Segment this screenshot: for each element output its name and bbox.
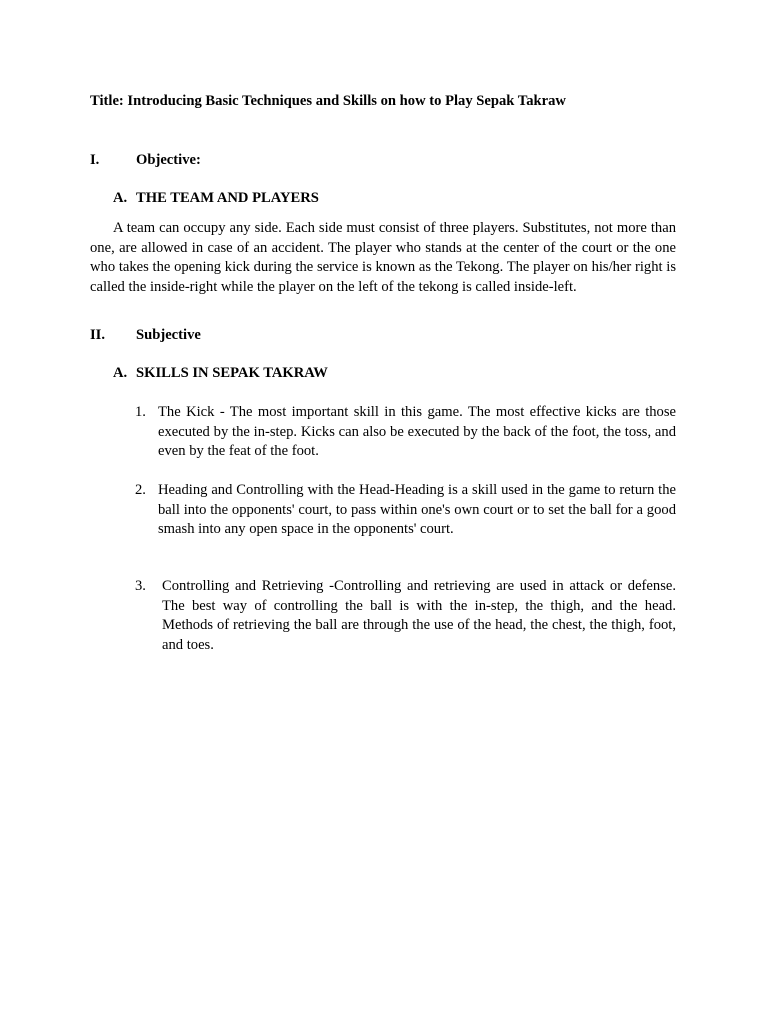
subsection-heading-text: SKILLS IN SEPAK TAKRAW	[136, 365, 328, 381]
section-numeral: II.	[90, 327, 106, 343]
list-item-number: 2.	[135, 482, 146, 498]
subsection-heading-text: THE TEAM AND PLAYERS	[136, 190, 319, 206]
section-heading-objective	[90, 152, 201, 169]
section-heading-subjective	[90, 327, 201, 344]
list-item-number: 1.	[135, 404, 146, 420]
subsection-letter: A.	[113, 190, 128, 206]
document-title: Title: Introducing Basic Techniques and Skills on how to Play Sepak Takraw	[90, 93, 566, 109]
subsection-heading-team-and-players	[113, 190, 319, 207]
section-heading-text: Subjective	[136, 327, 201, 343]
list-item-text: Heading and Controlling with the Head-Heading is a skill used in the game to return the ball into the opponents' court, to pass within one's own court or to set the ball for a good smash into any open space in the opponents' court.	[158, 482, 676, 537]
subsection-heading-skills	[113, 365, 328, 382]
list-item-number: 3.	[135, 578, 146, 594]
section-heading-text: Objective:	[136, 152, 201, 168]
list-item	[135, 403, 676, 462]
list-item-text: The Kick - The most important skill in this game. The most effective kicks are those executed by the in-step. Kicks can also be executed by the back of the foot, the toss, and even by the feat of the foot.	[158, 404, 676, 459]
subsection-letter: A.	[113, 365, 128, 381]
list-item-text: Controlling and Retrieving -Controlling and retrieving are used in attack or defense. The best way of controlling the ball is with the in-step, the thigh, and the head. Methods of retrieving the ball are through the use of the head, the chest, the thigh, foot, and toes.	[162, 578, 676, 653]
section-numeral: I.	[90, 152, 100, 168]
team-and-players-paragraph: A team can occupy any side. Each side must consist of three players. Substitutes, not more than one, are allowed in case of an accident. The player who stands at the center of the court or the one who takes the opening kick during the service is known as the Tekong. The player on his/her right is called the inside-right while the player on the left of the tekong is called inside-left.	[90, 220, 676, 295]
list-item	[135, 481, 676, 540]
list-item	[135, 577, 676, 655]
